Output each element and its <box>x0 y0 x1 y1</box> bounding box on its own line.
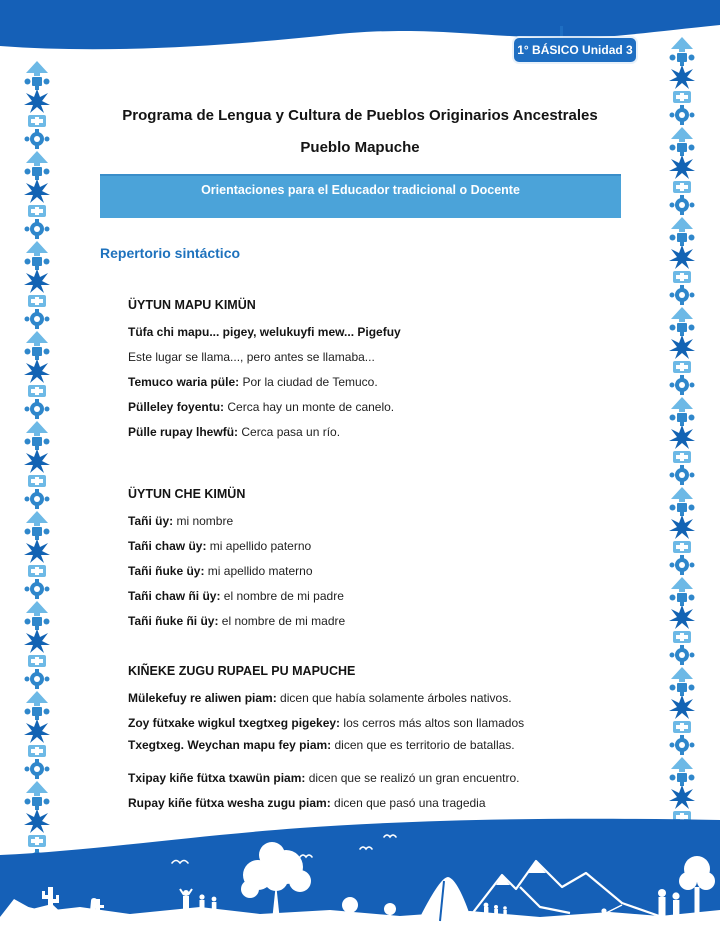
section-title: KIÑEKE ZUGU RUPAEL PU MAPUCHE <box>128 664 356 678</box>
content-area <box>128 298 614 821</box>
entry-lead: Txipay kiñe fütxa txawün piam: <box>128 771 306 785</box>
entry-lead: Pülleley foyentu: <box>128 400 225 414</box>
entry-lead: Tañi chaw ñi üy: <box>128 589 221 603</box>
entry-lead: Mülekefuy re aliwen piam: <box>128 691 277 705</box>
entry-line <box>128 539 614 553</box>
entry-rest: mi nombre <box>173 514 234 528</box>
unit-badge: 1° BÁSICO Unidad 3 <box>514 38 636 62</box>
entry-lead: Tañi chaw üy: <box>128 539 207 553</box>
entry-rest: el nombre de mi madre <box>218 614 346 628</box>
entry-line <box>128 771 614 785</box>
section-kineke-zugu <box>128 664 614 810</box>
entry-rest: el nombre de mi padre <box>220 589 344 603</box>
entry-rest: mi apellido materno <box>204 564 313 578</box>
entry-line <box>128 564 614 578</box>
program-subtitle: Pueblo Mapuche <box>300 139 420 156</box>
entry-rest: dicen que pasó una tragedia <box>330 796 486 810</box>
entry-line <box>128 400 614 414</box>
right-border-ornament <box>665 36 699 846</box>
entry-lead: Tañi ñuke üy: <box>128 564 205 578</box>
entry-line <box>128 375 614 389</box>
entry-lead: Tañi ñuke ñi üy: <box>128 614 219 628</box>
section-title: ÜYTUN MAPU KIMÜN <box>128 298 256 312</box>
entry-rest: los cerros más altos son llamados <box>340 716 525 730</box>
entry-rest: dicen que se realizó un gran encuentro. <box>305 771 520 785</box>
entry-rest: Por la ciudad de Temuco. <box>239 375 378 389</box>
section-title: ÜYTUN CHE KIMÜN <box>128 487 246 501</box>
section-uytun-mapu-kimun <box>128 298 614 439</box>
entry-lead: Txegtxeg. Weychan mapu fey piam: <box>128 738 332 752</box>
entry-line <box>128 350 614 364</box>
program-title: Programa de Lengua y Cultura de Pueblos Originarios Ancestrales <box>122 107 598 124</box>
entry-line <box>128 796 614 810</box>
entry-line <box>128 589 614 603</box>
bottom-landscape-art <box>0 817 720 932</box>
entry-rest: Este lugar se llama..., pero antes se llamaba... <box>128 350 375 364</box>
orientation-banner-label: Orientaciones para el Educador tradicional o Docente <box>201 183 520 197</box>
entry-line <box>128 738 614 752</box>
entry-lead: Rupay kiñe fütxa wesha zugu piam: <box>128 796 331 810</box>
page-section-heading: Repertorio sintáctico <box>100 245 241 261</box>
entry-lead: Tañi üy: <box>128 514 174 528</box>
entry-rest: Cerca pasa un río. <box>238 425 341 439</box>
entry-lead: Zoy fütxake wigkul txegtxeg pigekey: <box>128 716 341 730</box>
section-uytun-che-kimun <box>128 487 614 628</box>
entry-line <box>128 716 614 730</box>
entry-line <box>128 425 614 439</box>
entry-line <box>128 325 614 339</box>
orientation-banner <box>100 174 621 218</box>
entry-rest: dicen que es territorio de batallas. <box>331 738 515 752</box>
entry-lead: Temuco waria püle: <box>128 375 240 389</box>
entry-rest: Cerca hay un monte de canelo. <box>224 400 395 414</box>
entry-rest: dicen que había solamente árboles nativos. <box>276 691 512 705</box>
entry-lead: Pülle rupay lhewfü: <box>128 425 239 439</box>
entry-line <box>128 514 614 528</box>
entry-line <box>128 691 614 705</box>
entry-rest: mi apellido paterno <box>206 539 312 553</box>
entry-lead: Tüfa chi mapu... pigey, welukuyfi mew... Pigefuy <box>128 325 401 339</box>
left-border-ornament <box>20 60 54 870</box>
entry-line <box>128 614 614 628</box>
